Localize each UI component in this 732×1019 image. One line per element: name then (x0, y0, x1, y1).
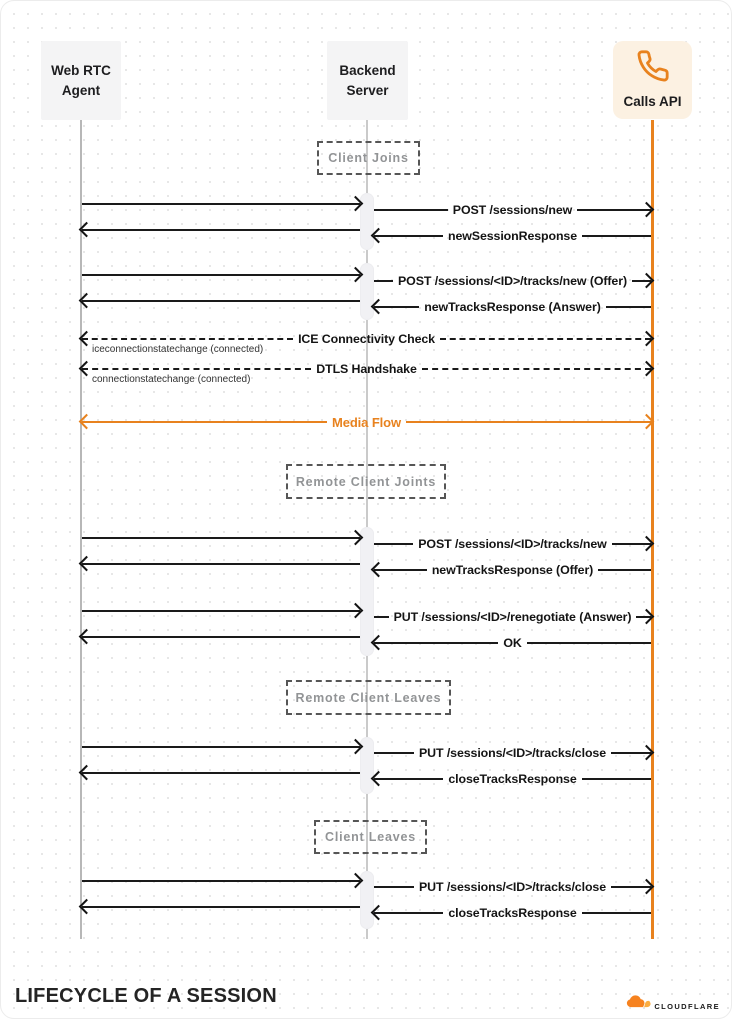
phone-icon (636, 49, 670, 89)
media-flow-arrow (82, 414, 651, 430)
message-arrow (374, 536, 651, 552)
section-label: Client Joins (328, 151, 409, 165)
actor-backend-server (327, 41, 408, 120)
message-line (82, 629, 360, 645)
message-line (82, 293, 360, 309)
message-label: PUT /sessions/<ID>/tracks/close (419, 746, 606, 760)
media-flow-label: Media Flow (331, 414, 402, 430)
message-line (82, 556, 360, 572)
message-label: PUT /sessions/<ID>/renegotiate (Answer) (393, 610, 632, 624)
message-arrow (374, 273, 651, 289)
section-label: Remote Client Joints (295, 474, 437, 489)
message-arrow (374, 562, 651, 578)
message-line (82, 873, 360, 889)
actor-label: Backend (339, 62, 396, 78)
message-label: POST /sessions/<ID>/tracks/new (418, 537, 607, 551)
message-arrow (374, 609, 651, 625)
handshake-label: DTLS Handshake (316, 362, 417, 376)
message-label: newTracksResponse (Offer) (431, 563, 594, 577)
message-label: closeTracksResponse (448, 772, 577, 786)
activation-bar (360, 263, 374, 320)
section-client-joins (317, 141, 420, 175)
handshake-label: ICE Connectivity Check (298, 332, 435, 346)
message-label: OK (503, 636, 522, 650)
message-line (82, 899, 360, 915)
actor-label: Server (346, 82, 389, 98)
section-remote-client-joints (286, 464, 446, 499)
message-line (82, 765, 360, 781)
section-label: Remote Client Leaves (295, 690, 442, 705)
message-label: newSessionResponse (447, 229, 578, 243)
message-arrow (374, 905, 651, 921)
message-arrow (374, 299, 651, 315)
message-line (82, 739, 360, 755)
message-arrow (374, 879, 651, 895)
actor-label: Calls API (623, 93, 682, 109)
page-title: LIFECYCLE OF A SESSION (15, 985, 277, 1007)
message-label: POST /sessions/new (452, 203, 573, 217)
section-client-leaves (314, 820, 427, 854)
message-arrow (374, 202, 651, 218)
message-label: POST /sessions/<ID>/tracks/new (Offer) (398, 274, 627, 288)
actor-label: Agent (61, 82, 101, 98)
message-label: PUT /sessions/<ID>/tracks/close (419, 880, 606, 894)
message-arrow (374, 228, 651, 244)
message-line (82, 603, 360, 619)
actor-calls-api (613, 41, 692, 119)
actor-label: Web RTC (51, 62, 111, 78)
section-label: Client Leaves (325, 830, 416, 844)
message-line (82, 222, 360, 238)
cloudflare-logo (625, 995, 720, 1013)
activation-bar (360, 527, 374, 656)
message-arrow (374, 745, 651, 761)
message-label: closeTracksResponse (448, 906, 577, 920)
message-arrow (374, 771, 651, 787)
section-remote-client-leaves (286, 680, 451, 715)
message-label: newTracksResponse (Answer) (424, 300, 601, 314)
calls-api-lifeline (651, 120, 654, 939)
cloudflare-cloud-icon (625, 995, 651, 1013)
message-line (82, 196, 360, 212)
connection-state-subtext: connectionstatechange (connected) (92, 374, 251, 385)
cloudflare-wordmark: CLOUDFLARE (654, 1002, 720, 1011)
message-line (82, 530, 360, 546)
message-arrow (374, 635, 651, 651)
ice-state-subtext: iceconnectionstatechange (connected) (92, 344, 264, 355)
message-line (82, 267, 360, 283)
actor-web-rtc-agent (41, 41, 121, 120)
